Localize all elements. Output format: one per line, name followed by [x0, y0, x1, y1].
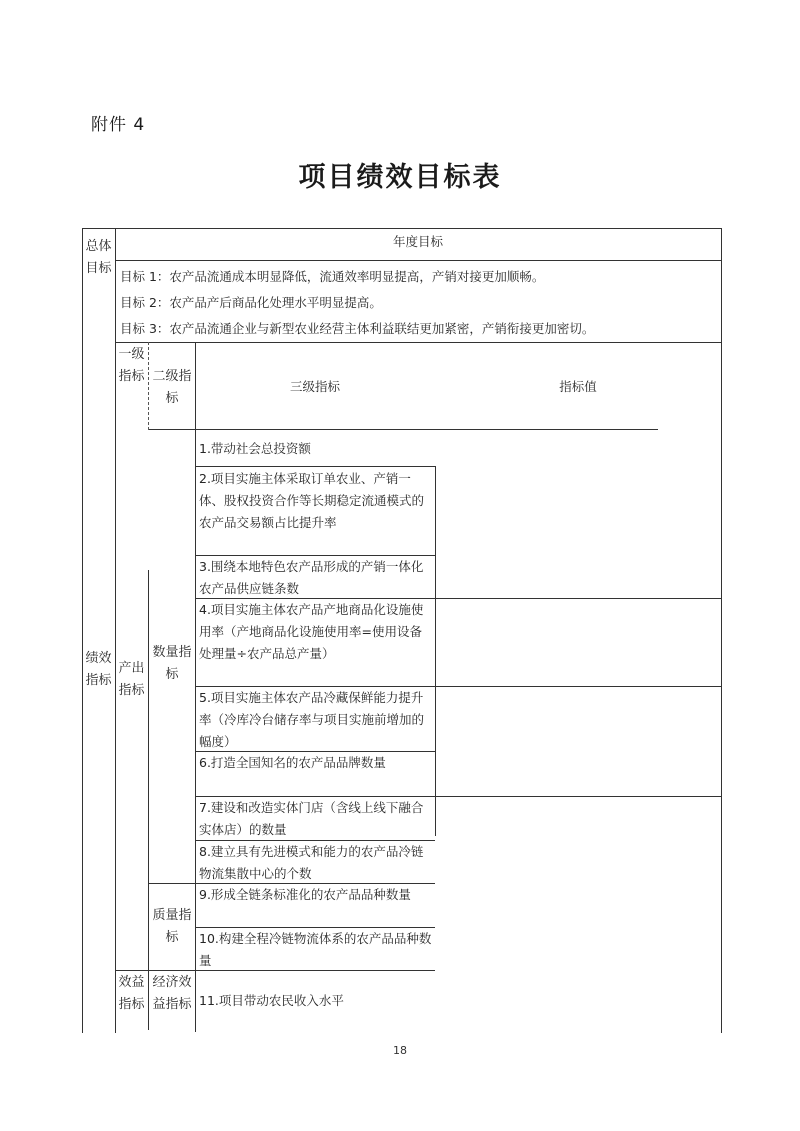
indicator-item-11: 11.项目带动农民收入水平	[199, 993, 344, 1008]
perf-indicators-label: 绩效指标	[85, 651, 112, 688]
quality-indicators-label: 质量指标	[152, 908, 192, 945]
output-indicators-label: 产出指标	[118, 661, 145, 698]
annual-goal-header: 年度目标	[392, 234, 443, 249]
indicator-item-8: 8.建立具有先进模式和能力的农产品冷链物流集散中心的个数	[199, 844, 424, 881]
goal-2: 目标 2：农产品产后商品化处理水平明显提高。	[120, 295, 382, 310]
indicator-item-7: 7.建设和改造实体门店（含线上线下融合实体店）的数量	[199, 800, 424, 837]
indicator-item-5: 5.项目实施主体农产品冷藏保鲜能力提升率（冷库冷台储存率与项目实施前增加的幅度）	[199, 690, 425, 749]
indicator-item-2: 2.项目实施主体采取订单农业、产销一体、股权投资合作等长期稳定流通模式的农产品交易额占比提升率	[199, 471, 425, 530]
col-header-level1: 一级指标	[118, 347, 145, 384]
indicator-item-6: 6.打造全国知名的农产品品牌数量	[199, 755, 386, 770]
indicator-item-9: 9.形成全链条标准化的农产品品种数量	[199, 887, 411, 902]
page-number: 18	[393, 1044, 407, 1057]
benefit-indicators-label: 效益指标	[118, 975, 145, 1012]
page-title: 项目绩效目标表	[298, 162, 502, 193]
attachment-label: 附件 4	[91, 115, 146, 135]
overall-goal-label: 总体目标	[85, 239, 112, 276]
goal-1: 目标 1：农产品流通成本明显降低，流通效率明显提高，产销对接更加顺畅。	[120, 269, 545, 284]
col-header-level3: 三级指标	[289, 379, 340, 394]
goal-3: 目标 3：农产品流通企业与新型农业经营主体利益联结更加紧密，产销衔接更加密切。	[120, 321, 595, 336]
indicator-item-1: 1.带动社会总投资额	[199, 441, 311, 456]
indicator-item-4: 4.项目实施主体农产品产地商品化设施使用率（产地商品化设施使用率=使用设备处理量÷农产品总产量）	[199, 602, 424, 661]
econ-benefit-label: 经济效益指标	[152, 975, 192, 1012]
indicator-item-3: 3.围绕本地特色农产品形成的产销一体化农产品供应链条数	[199, 559, 424, 596]
quantity-indicators-label: 数量指标	[152, 645, 192, 682]
col-header-level2: 二级指标	[152, 369, 192, 406]
col-header-value: 指标值	[559, 379, 597, 394]
indicator-item-10: 10.构建全程冷链物流体系的农产品品种数量	[199, 931, 432, 968]
